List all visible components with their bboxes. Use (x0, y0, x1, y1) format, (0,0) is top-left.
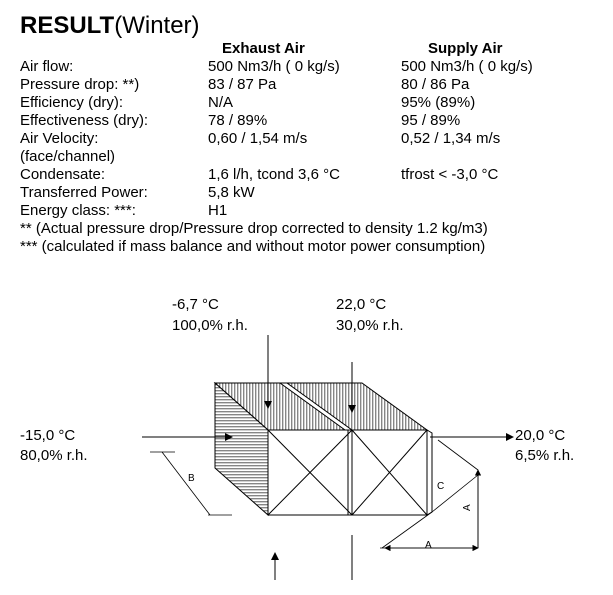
exhaust-air-velocity: 0,60 / 1,54 m/s (208, 130, 308, 147)
label-top-left-rh: 100,0% r.h. (172, 317, 248, 334)
supply-air-flow: 500 Nm3/h ( 0 kg/s) (401, 58, 533, 75)
row-label-pressure-drop: Pressure drop: **) (20, 76, 140, 93)
label-left-temp: -15,0 °C (20, 427, 76, 444)
unit-front-face (268, 430, 427, 515)
exhaust-condensate: 1,6 l/h, tcond 3,6 °C (208, 166, 340, 183)
supply-air-velocity: 0,52 / 1,34 m/s (401, 130, 501, 147)
row-label-effectiveness: Effectiveness (dry): (20, 112, 149, 129)
exhaust-efficiency: N/A (208, 94, 234, 111)
supply-effectiveness: 95 / 89% (401, 112, 461, 129)
row-label-air-velocity: Air Velocity: (20, 130, 99, 147)
exhaust-effectiveness: 78 / 89% (208, 112, 268, 129)
exhaust-transferred-power: 5,8 kW (208, 184, 255, 201)
exhaust-air-flow: 500 Nm3/h ( 0 kg/s) (208, 58, 340, 75)
dimension-a-label: A (425, 540, 432, 551)
supply-efficiency: 95% (89%) (401, 94, 476, 111)
title-bold: RESULT (20, 12, 115, 39)
label-top-right-rh: 30,0% r.h. (336, 317, 404, 334)
label-top-right-temp: 22,0 °C (336, 296, 387, 313)
label-left-rh: 80,0% r.h. (20, 447, 88, 464)
unit-right-edge (427, 430, 432, 515)
row-label-condensate: Condensate: (20, 166, 106, 183)
label-right-temp: 20,0 °C (515, 427, 566, 444)
exhaust-energy-class: H1 (208, 202, 228, 219)
title-season: (Winter) (114, 12, 200, 39)
dimension-a-side-label: A (462, 504, 473, 511)
label-top-left-temp: -6,7 °C (172, 296, 219, 313)
dimension-b-label: B (188, 473, 195, 484)
exhaust-air-header: Exhaust Air (222, 40, 305, 57)
row-label-transferred-power: Transferred Power: (20, 184, 148, 201)
exhaust-pressure-drop: 83 / 87 Pa (208, 76, 277, 93)
footnote-pressure: ** (Actual pressure drop/Pressure drop corrected to density 1.2 kg/m3) (20, 220, 488, 237)
supply-pressure-drop: 80 / 86 Pa (401, 76, 470, 93)
row-label-efficiency: Efficiency (dry): (20, 94, 124, 111)
row-label-air-flow: Air flow: (20, 58, 74, 75)
label-right-rh: 6,5% r.h. (515, 447, 575, 464)
supply-air-header: Supply Air (428, 40, 503, 57)
footnote-energy: *** (calculated if mass balance and without motor power consumption) (20, 238, 486, 255)
dimension-c-label: C (437, 481, 445, 492)
row-label-face-channel: (face/channel) (20, 148, 116, 165)
supply-condensate: tfrost < -3,0 °C (401, 166, 499, 183)
row-label-energy-class: Energy class: ***: (20, 202, 136, 219)
